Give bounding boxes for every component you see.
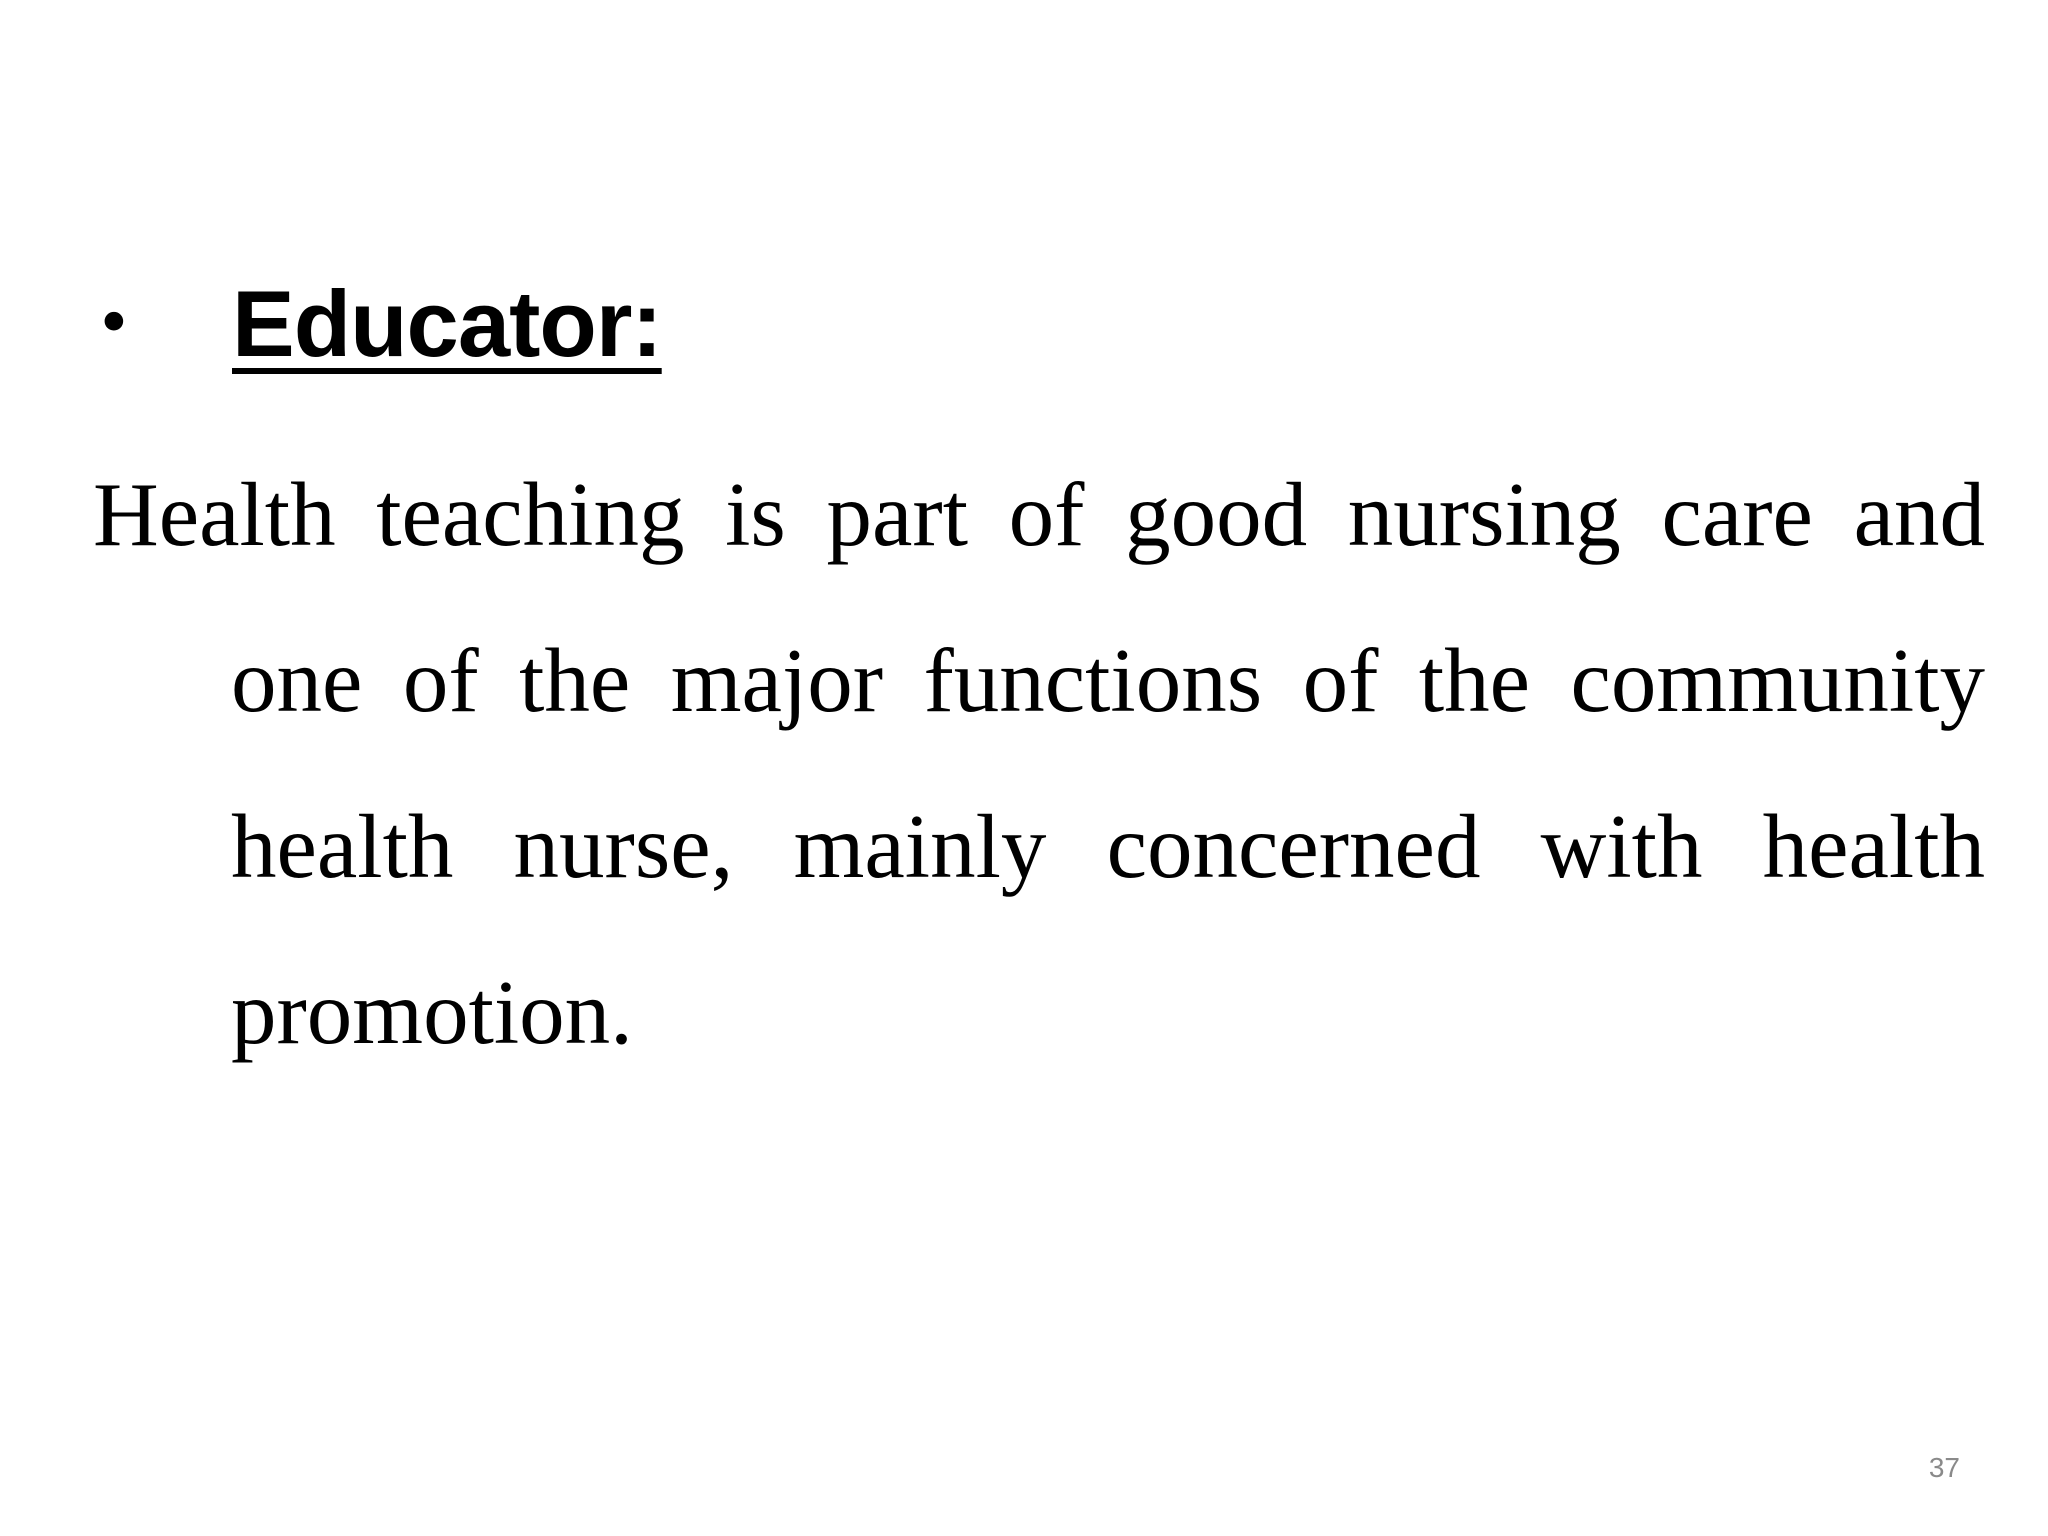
bullet-item [95,264,662,384]
body-paragraph: Health teaching is part of good nursing care and one of the major functions of the community health nurse, mainly concerned with health promotion. [93,464,1985,1063]
bullet-icon: • [95,287,133,361]
page-number: 37 [1928,1452,1960,1483]
slide-heading: Educator: [232,271,662,376]
